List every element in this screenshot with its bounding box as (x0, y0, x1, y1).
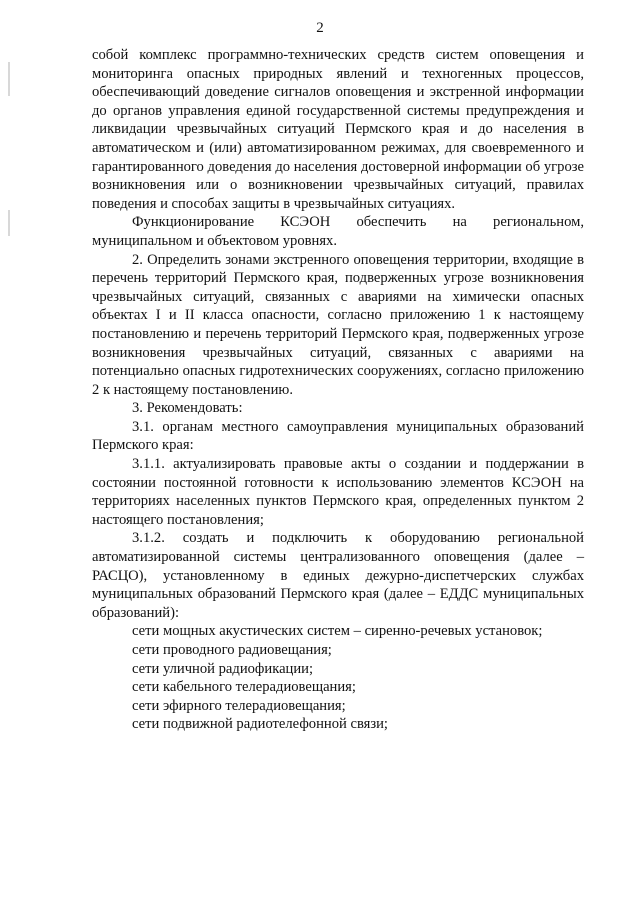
scan-edge-mark (8, 62, 10, 96)
scan-edge-mark (8, 210, 10, 236)
list-item: сети подвижной радиотелефонной связи; (132, 716, 388, 733)
list-item: сети кабельного телерадиовещания; (132, 679, 356, 696)
paragraph: собой комплекс программно-технических средств систем оповещения и мониторинга опасных природных явлений и техногенных процессов, обеспечивающий доведение сигналов оповещения и экстренной информации до органов управления единой государственной системы предупреждения и ликвидации чрезвычайных ситуаций Пермского края и до населения в автоматическом и (или) автоматизированном режимах, для своевременного и гарантированного доведения до населения достоверной информации об угрозе возникновения или о возникновении чрезвычайных ситуаций, правилах поведения и способах защиты в чрезвычайных ситуациях. (92, 47, 584, 212)
list-item: сети проводного радиовещания; (132, 642, 332, 658)
paragraph: 3.1.1. актуализировать правовые акты о создании и поддержании в состоянии постоянной готовности к использованию элементов КСЭОН на территориях населенных пунктов Пермского края, определенных пунктом 2 настоящего постановления; (92, 456, 584, 528)
paragraph: 3.1. органам местного самоуправления муниципальных образований Пермского края: (92, 418, 584, 454)
paragraph: 2. Определить зонами экстренного оповещения территории, входящие в перечень территорий Пермского края, подверженных угрозе возникновения чрезвычайных ситуаций, связанных с авариями на химически опасных объектах I и II класса опасности, согласно приложению 1 к настоящему постановлению и перечень территорий Пермского края, подверженных угрозе возникновения чрезвычайных ситуаций, связанных с авариями на потенциально опасных гидротехнических сооружениях, согласно приложению 2 к настоящему постановлению. (92, 251, 584, 398)
list-item: сети мощных акустических систем – сиренно-речевых установок; (132, 623, 543, 640)
paragraph: Функционирование КСЭОН обеспечить на региональном, муниципальном и объектовом уровнях. (92, 214, 584, 249)
list-item: сети уличной радиофикации; (132, 660, 314, 677)
page-number: 2 (316, 20, 324, 36)
paragraph: 3.1.2. создать и подключить к оборудованию региональной автоматизированной системы централизованного оповещения (далее – РАСЦО), установленному в единых дежурно-диспетчерских службах муниципальных образований Пермского края (далее – ЕДДС муниципальных образований): (92, 530, 584, 621)
paragraph: 3. Рекомендовать: (132, 400, 243, 417)
document-body (92, 46, 584, 734)
list-item: сети эфирного телерадиовещания; (132, 697, 346, 714)
